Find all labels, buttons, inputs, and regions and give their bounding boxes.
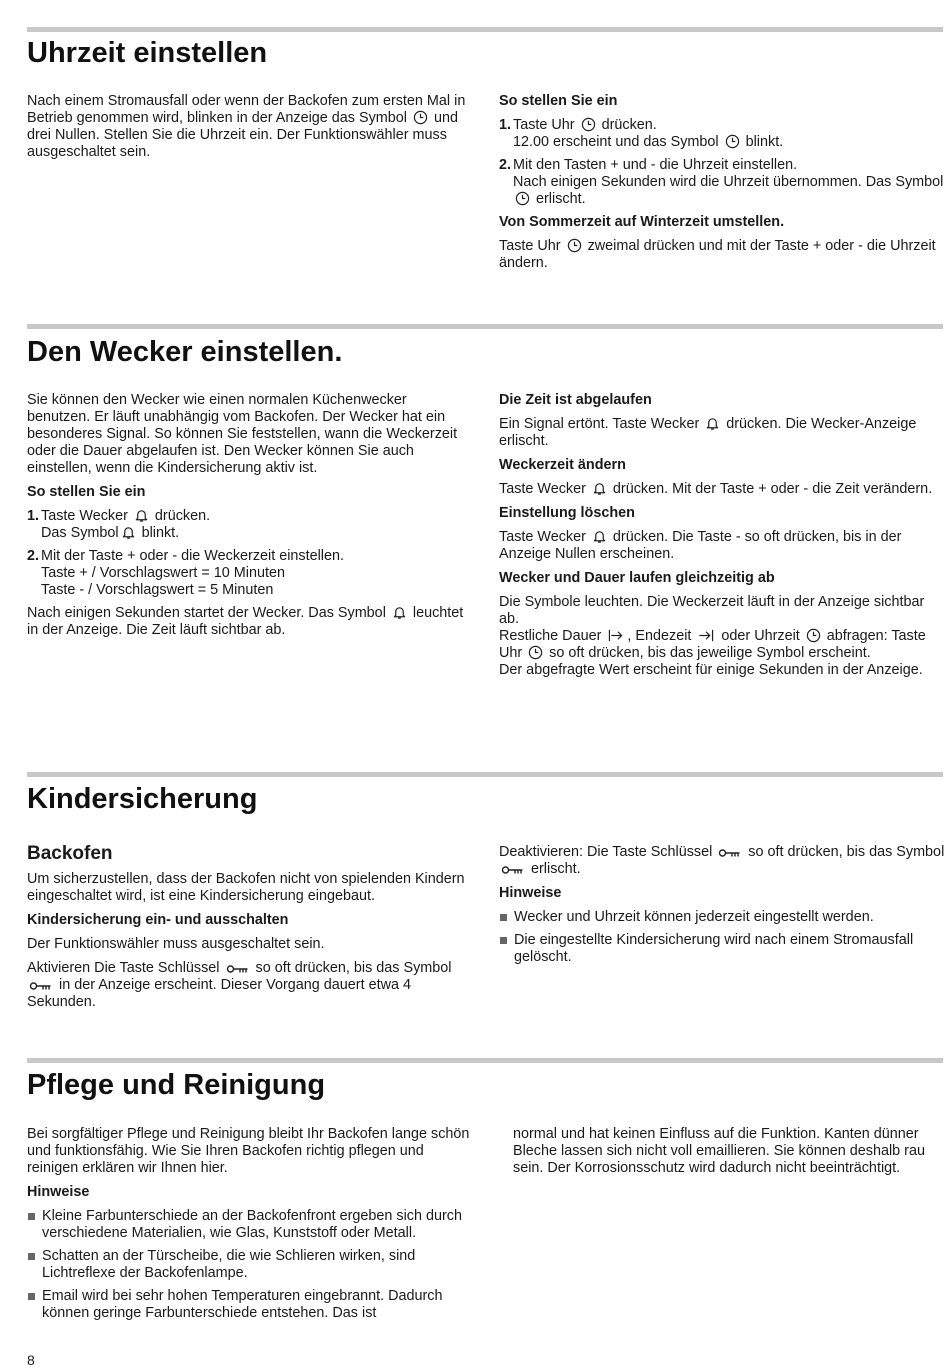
note-item: Kleine Farbunterschiede an der Backofenfront ergeben sich durch verschiedene Materialien, wie Glas, Kunststoff oder Metall. [27,1208,472,1242]
change-heading: Weckerzeit ändern [499,457,626,473]
clock-icon [725,134,740,149]
kinder-right-column [499,844,945,972]
key-icon [501,864,525,876]
section-title-kindersicherung: Kindersicherung [27,783,258,815]
note-item: Wecker und Uhrzeit können jederzeit eingestellt werden. [499,909,945,926]
clock-icon [413,110,428,125]
bullet-square-icon [28,1213,35,1220]
bell-icon [121,525,136,540]
section-title-pflege: Pflege und Reinigung [27,1069,326,1101]
clock-icon [515,191,530,206]
deactivate-text: Deaktivieren: Die Taste Schlüssel so oft drücken, bis das Symbol erlischt. [499,844,945,877]
key-icon [226,963,250,975]
section-rule [27,772,943,777]
pflege-continued-text: normal und hat keinen Einfluss auf die Funktion. Kanten dünner Bleche lassen sich nicht voll emaillieren. Sie können deshalb rau sein. Der Korrosionsschutz wird dadurch nicht beeinträchtigt. [513,1126,925,1176]
step-1: 1. Taste Uhr drücken. 12.00 erscheint und das Symbol blinkt. [499,117,784,150]
subsection-title-backofen: Backofen [27,843,113,864]
step-2: 2. Mit der Taste + oder - die Weckerzeit einstellen. Taste + / Vorschlagswert = 10 Minuten Taste - / Vorschlagswert = 5 Minuten [27,548,345,598]
bell-icon [705,416,720,431]
clock-icon [581,117,596,132]
pflege-right-column [513,1126,945,1184]
clock-icon [806,628,821,643]
wecker-left-column [27,392,472,646]
notes-heading: Hinweise [27,1184,90,1200]
onoff-text: Der Funktionswähler muss ausgeschaltet sein. [27,936,325,952]
uhrzeit-right-column [499,93,945,279]
clear-text: Taste Wecker drücken. Die Taste - so oft drücken, bis in der Anzeige Nullen erscheinen. [499,529,902,562]
step-1: 1. Taste Wecker drücken. Das Symbol blinkt. [27,508,211,541]
wecker-after-text: Nach einigen Sekunden startet der Wecker. Das Symbol leuchtet in der Anzeige. Die Zeit läuft sichtbar ab. [27,605,464,638]
section-rule [27,324,943,329]
bell-icon [592,529,607,544]
bullet-square-icon [28,1253,35,1260]
key-icon [718,847,742,859]
wecker-intro: Sie können den Wecker wie einen normalen Küchenwecker benutzen. Er läuft unabhängig vom Backofen. Der Wecker hat ein besonderes Signal. So können Sie feststellen, wann die Weckerzeit oder die Dauer abgelaufen ist. Den Wecker können Sie auch einstellen, wenn die Kindersicherung aktiv ist. [27,392,458,476]
note-item: Email wird bei sehr hohen Temperaturen eingebrannt. Dadurch können geringe Farbunterschiede entstehen. Das ist [27,1288,472,1322]
kinder-left-column [27,843,472,1018]
note-item: Schatten an der Türscheibe, die wie Schlieren wirken, sind Lichtreflexe der Backofenlampe. [27,1248,472,1282]
winter-text: Taste Uhr zweimal drücken und mit der Taste + oder - die Uhrzeit ändern. [499,238,936,271]
howto-heading: So stellen Sie ein [499,93,618,109]
howto-heading: So stellen Sie ein [27,484,146,500]
winter-heading: Von Sommerzeit auf Winterzeit umstellen. [499,214,785,230]
change-text: Taste Wecker drücken. Mit der Taste + oder - die Zeit verändern. [499,481,933,497]
section-title-uhrzeit: Uhrzeit einstellen [27,37,268,69]
uhrzeit-intro: Nach einem Stromausfall oder wenn der Backofen zum ersten Mal in Betrieb genommen wird, blinken in der Anzeige das Symbol und drei Nullen. Stellen Sie die Uhrzeit ein. Der Funktionswähler muss ausgeschaltet sein. [27,93,466,160]
step-number: 1. [499,117,512,133]
both-text: Die Symbole leuchten. Die Weckerzeit läuft in der Anzeige sichtbar ab. Restliche Dauer , Endezeit oder Uhrzeit abfragen: Taste Uhr so oft drücken, bis das jeweilige Symbol erscheint. Der abgefragte Wert erscheint für einige Sekunden in der Anzeige. [499,594,926,678]
duration-icon [607,628,625,643]
step-number: 2. [27,548,40,564]
bullet-square-icon [500,937,507,944]
clear-heading: Einstellung löschen [499,505,635,521]
step-2: 2. Mit den Tasten + und - die Uhrzeit einstellen. Nach einigen Sekunden wird die Uhrzeit übernommen. Das Symbol erlischt. [499,157,944,207]
bell-icon [392,605,407,620]
step-number: 1. [27,508,40,524]
step-number: 2. [499,157,512,173]
wecker-right-column [499,392,945,686]
uhrzeit-left-column [27,93,472,168]
bell-icon [134,508,149,523]
bullet-square-icon [500,914,507,921]
expired-heading: Die Zeit ist abgelaufen [499,392,652,408]
bell-icon [592,481,607,496]
section-rule [27,1058,943,1063]
kinder-intro: Um sicherzustellen, dass der Backofen nicht von spielenden Kindern eingeschaltet wird, ist eine Kindersicherung eingebaut. [27,871,465,904]
notes-heading: Hinweise [499,885,562,901]
pflege-intro: Bei sorgfältiger Pflege und Reinigung bleibt Ihr Backofen lange schön und funktionsfähig. Wie Sie Ihren Backofen richtig pflegen und reinigen erklären wir Ihnen hier. [27,1126,470,1176]
bullet-square-icon [28,1293,35,1300]
end-time-icon [697,628,715,643]
section-rule [27,27,943,32]
clock-icon [528,645,543,660]
onoff-heading: Kindersicherung ein- und ausschalten [27,912,289,928]
section-title-wecker: Den Wecker einstellen. [27,336,343,368]
key-icon [29,980,53,992]
both-heading: Wecker und Dauer laufen gleichzeitig ab [499,570,775,586]
page-number: 8 [27,1352,35,1368]
pflege-left-column [27,1126,472,1328]
expired-text: Ein Signal ertönt. Taste Wecker drücken. Die Wecker-Anzeige erlischt. [499,416,917,449]
activate-text: Aktivieren Die Taste Schlüssel so oft drücken, bis das Symbol in der Anzeige erscheint. Dieser Vorgang dauert etwa 4 Sekunden. [27,960,452,1010]
clock-icon [567,238,582,253]
note-item: Die eingestellte Kindersicherung wird nach einem Stromausfall gelöscht. [499,932,945,966]
